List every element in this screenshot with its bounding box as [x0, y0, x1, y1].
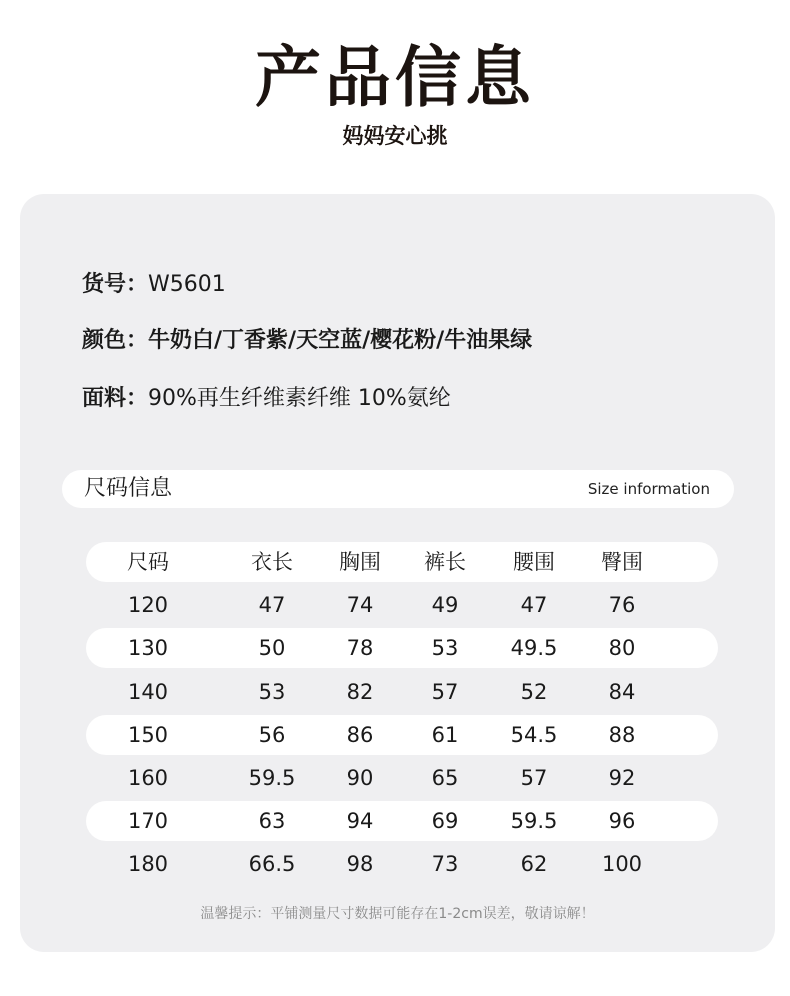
table-header-cell: 腰围 — [513, 550, 555, 574]
table-cell: 53 — [431, 636, 459, 661]
table-cell: 86 — [346, 722, 374, 747]
page-title: 产品信息 — [255, 39, 535, 116]
table-cell: 80 — [608, 636, 636, 661]
table-cell: 59.5 — [248, 766, 296, 790]
info-item-sku — [82, 270, 226, 300]
table-header-cell: 尺码 — [127, 550, 169, 574]
table-row — [86, 628, 718, 668]
table-cell: 63 — [258, 809, 286, 834]
size-section-title-en: Size information — [587, 480, 710, 498]
size-section-header — [62, 470, 734, 508]
table-cell: 140 — [127, 679, 169, 704]
table-cell: 180 — [127, 852, 169, 877]
table-header-cell: 衣长 — [251, 550, 293, 574]
table-cell: 96 — [608, 809, 636, 834]
table-row — [86, 844, 718, 884]
table-row — [86, 715, 718, 755]
table-row — [86, 585, 718, 625]
page-subtitle: 妈妈安心挑 — [342, 124, 448, 148]
table-cell: 76 — [608, 593, 636, 618]
measurement-note: 温馨提示：平铺测量尺寸数据可能存在1-2cm误差，敬请谅解！ — [200, 906, 595, 922]
table-cell: 47 — [258, 593, 286, 618]
table-cell: 49 — [431, 593, 459, 618]
info-value: W5601 — [148, 272, 226, 297]
table-cell: 150 — [127, 722, 169, 747]
info-value: 90%再生纤维素纤维 10%氨纶 — [148, 386, 451, 411]
info-label: 货号： — [82, 272, 149, 297]
table-cell: 61 — [431, 722, 459, 747]
info-item-color — [82, 326, 532, 356]
table-cell: 50 — [258, 636, 286, 661]
info-label: 颜色： — [82, 328, 149, 353]
table-row — [86, 801, 718, 841]
product-info-card — [20, 194, 775, 952]
table-cell: 94 — [346, 809, 374, 834]
table-cell: 84 — [608, 679, 636, 704]
table-row — [86, 672, 718, 712]
table-cell: 52 — [520, 679, 548, 704]
info-value: 牛奶白/丁香紫/天空蓝/樱花粉/牛油果绿 — [148, 328, 533, 353]
table-cell: 54.5 — [510, 722, 558, 747]
table-cell: 90 — [346, 766, 374, 790]
info-item-fabric — [82, 384, 451, 414]
table-cell: 59.5 — [510, 809, 558, 834]
info-label: 面料： — [82, 386, 149, 411]
table-cell: 69 — [431, 809, 459, 834]
table-cell: 160 — [127, 766, 169, 790]
table-cell: 92 — [608, 766, 636, 790]
table-cell: 57 — [431, 679, 459, 704]
table-cell: 49.5 — [510, 636, 558, 661]
table-cell: 120 — [127, 593, 169, 618]
table-cell: 66.5 — [248, 852, 296, 877]
table-cell: 100 — [601, 852, 643, 877]
table-cell: 170 — [127, 809, 169, 834]
table-row — [86, 758, 718, 798]
table-header-cell: 胸围 — [339, 550, 381, 574]
table-cell: 65 — [431, 766, 459, 790]
table-cell: 74 — [346, 593, 374, 618]
table-header-row — [86, 542, 718, 582]
table-cell: 73 — [431, 852, 459, 877]
table-cell: 62 — [520, 852, 548, 877]
table-cell: 47 — [520, 593, 548, 618]
table-cell: 56 — [258, 722, 286, 747]
table-cell: 130 — [127, 636, 169, 661]
table-cell: 98 — [346, 852, 374, 877]
table-cell: 82 — [346, 679, 374, 704]
table-cell: 53 — [258, 679, 286, 704]
table-header-cell: 裤长 — [424, 550, 466, 574]
table-header-cell: 臀围 — [601, 550, 643, 574]
size-section-title: 尺码信息 — [84, 476, 173, 501]
table-cell: 88 — [608, 722, 636, 747]
table-cell: 57 — [520, 766, 548, 790]
table-cell: 78 — [346, 636, 374, 661]
